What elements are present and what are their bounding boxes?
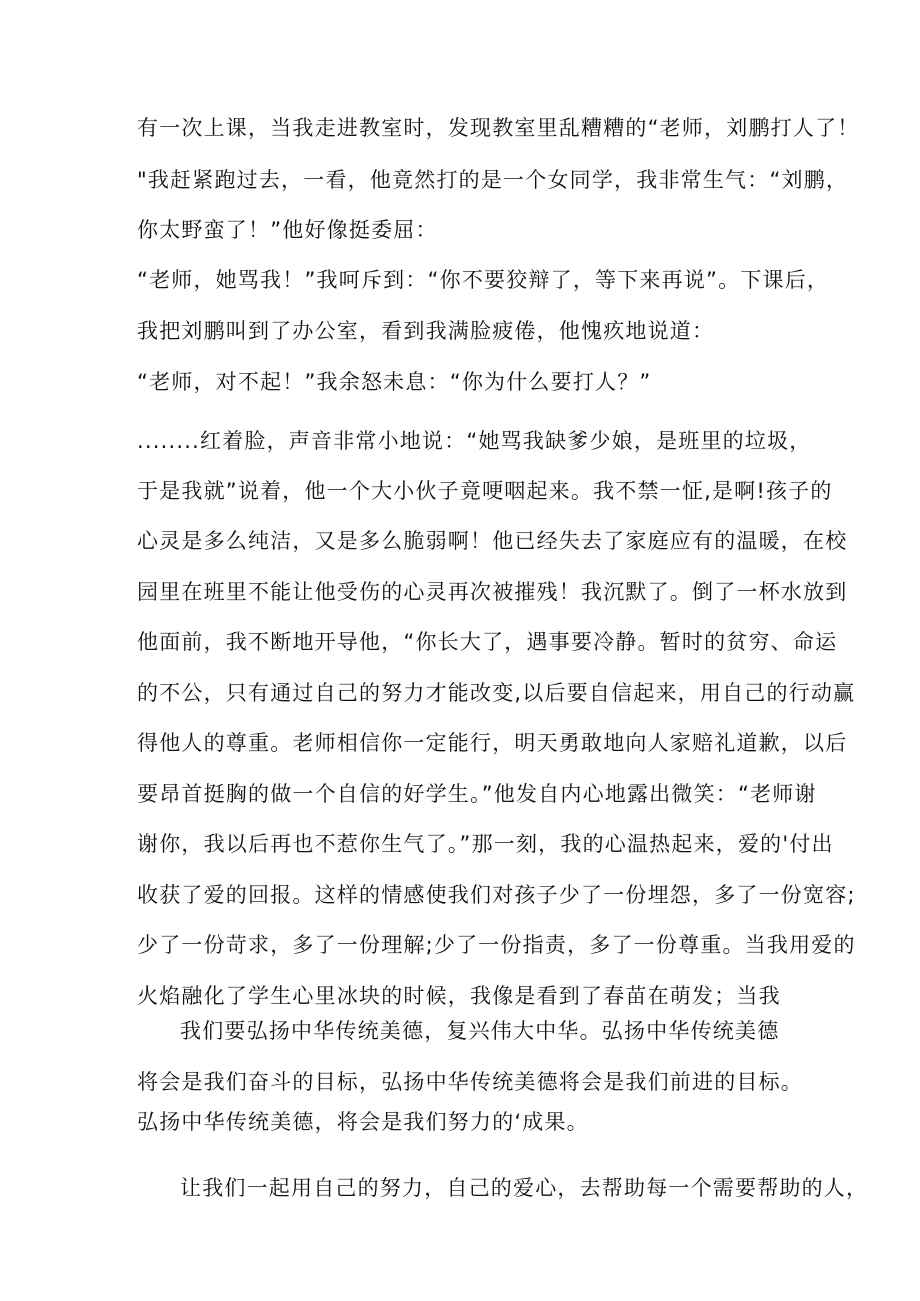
text-line: 园里在班里不能让他受伤的心灵再次被摧残！我沉默了。倒了一杯水放到 [137,580,848,604]
text-line: 有一次上课，当我走进教室时，发现教室里乱糟糟的“老师，刘鹏打人了！ [137,116,860,140]
text-line: 弘扬中华传统美德，将会是我们努力的‘成果。 [137,1110,589,1134]
text-line: 我们要弘扬中华传统美德，复兴伟大中华。弘扬中华传统美德 [180,1019,780,1043]
text-line: 心灵是多么纯洁，又是多么脆弱啊！他已经失去了家庭应有的温暖，在校 [137,529,848,553]
text-line: 火焰融化了学生心里冰块的时候，我像是看到了春苗在萌发；当我 [137,984,781,1008]
text-line: 得他人的尊重。老师相信你一定能行，明天勇敢地向人家赔礼道歉，以后 [137,731,848,755]
text-line: “老师，对不起！”我余怒未息：“你为什么要打人？” [137,370,652,394]
text-line: 于是我就”说着，他一个大小伙子竟哽咽起来。我不禁一怔,是啊!孩子的 [137,479,833,503]
text-line: 谢你，我以后再也不惹你生气了。”那一刻，我的心温热起来，爱的'付出 [137,832,834,856]
text-line: 收获了爱的回报。这样的情感使我们对孩子少了一份埋怨，多了一份宽容; [137,883,856,907]
text-line: ........红着脸，声音非常小地说：“她骂我缺爹少娘，是班里的垃圾， [137,429,812,453]
text-line: "我赶紧跑过去，一看，他竟然打的是一个女同学，我非常生气：“刘鹏， [137,168,849,192]
text-line: 将会是我们奋斗的目标，弘扬中华传统美德将会是我们前进的目标。 [137,1070,803,1094]
text-line: 的不公，只有通过自己的努力才能改变,以后要自信起来，用自己的行动赢 [137,681,856,705]
text-line: “老师，她骂我！”我呵斥到：“你不要狡辩了，等下来再说”。下课后， [137,268,830,292]
text-line: 他面前，我不断地开导他，“你长大了，遇事要冷静。暂时的贫穷、命运 [137,630,838,654]
text-line: 让我们一起用自己的努力，自己的爱心，去帮助每一个需要帮助的人， [180,1176,869,1200]
text-line: 要昂首挺胸的做一个自信的好学生。”他发自内心地露出微笑：“老师谢 [137,782,817,806]
text-line: 你太野蛮了！”他好像挺委屈： [137,218,438,242]
text-line: 少了一份苛求，多了一份理解;少了一份指责，多了一份尊重。当我用爱的 [137,933,856,957]
text-line: 我把刘鹏叫到了办公室，看到我满脸疲倦，他愧疚地说道： [137,319,715,343]
